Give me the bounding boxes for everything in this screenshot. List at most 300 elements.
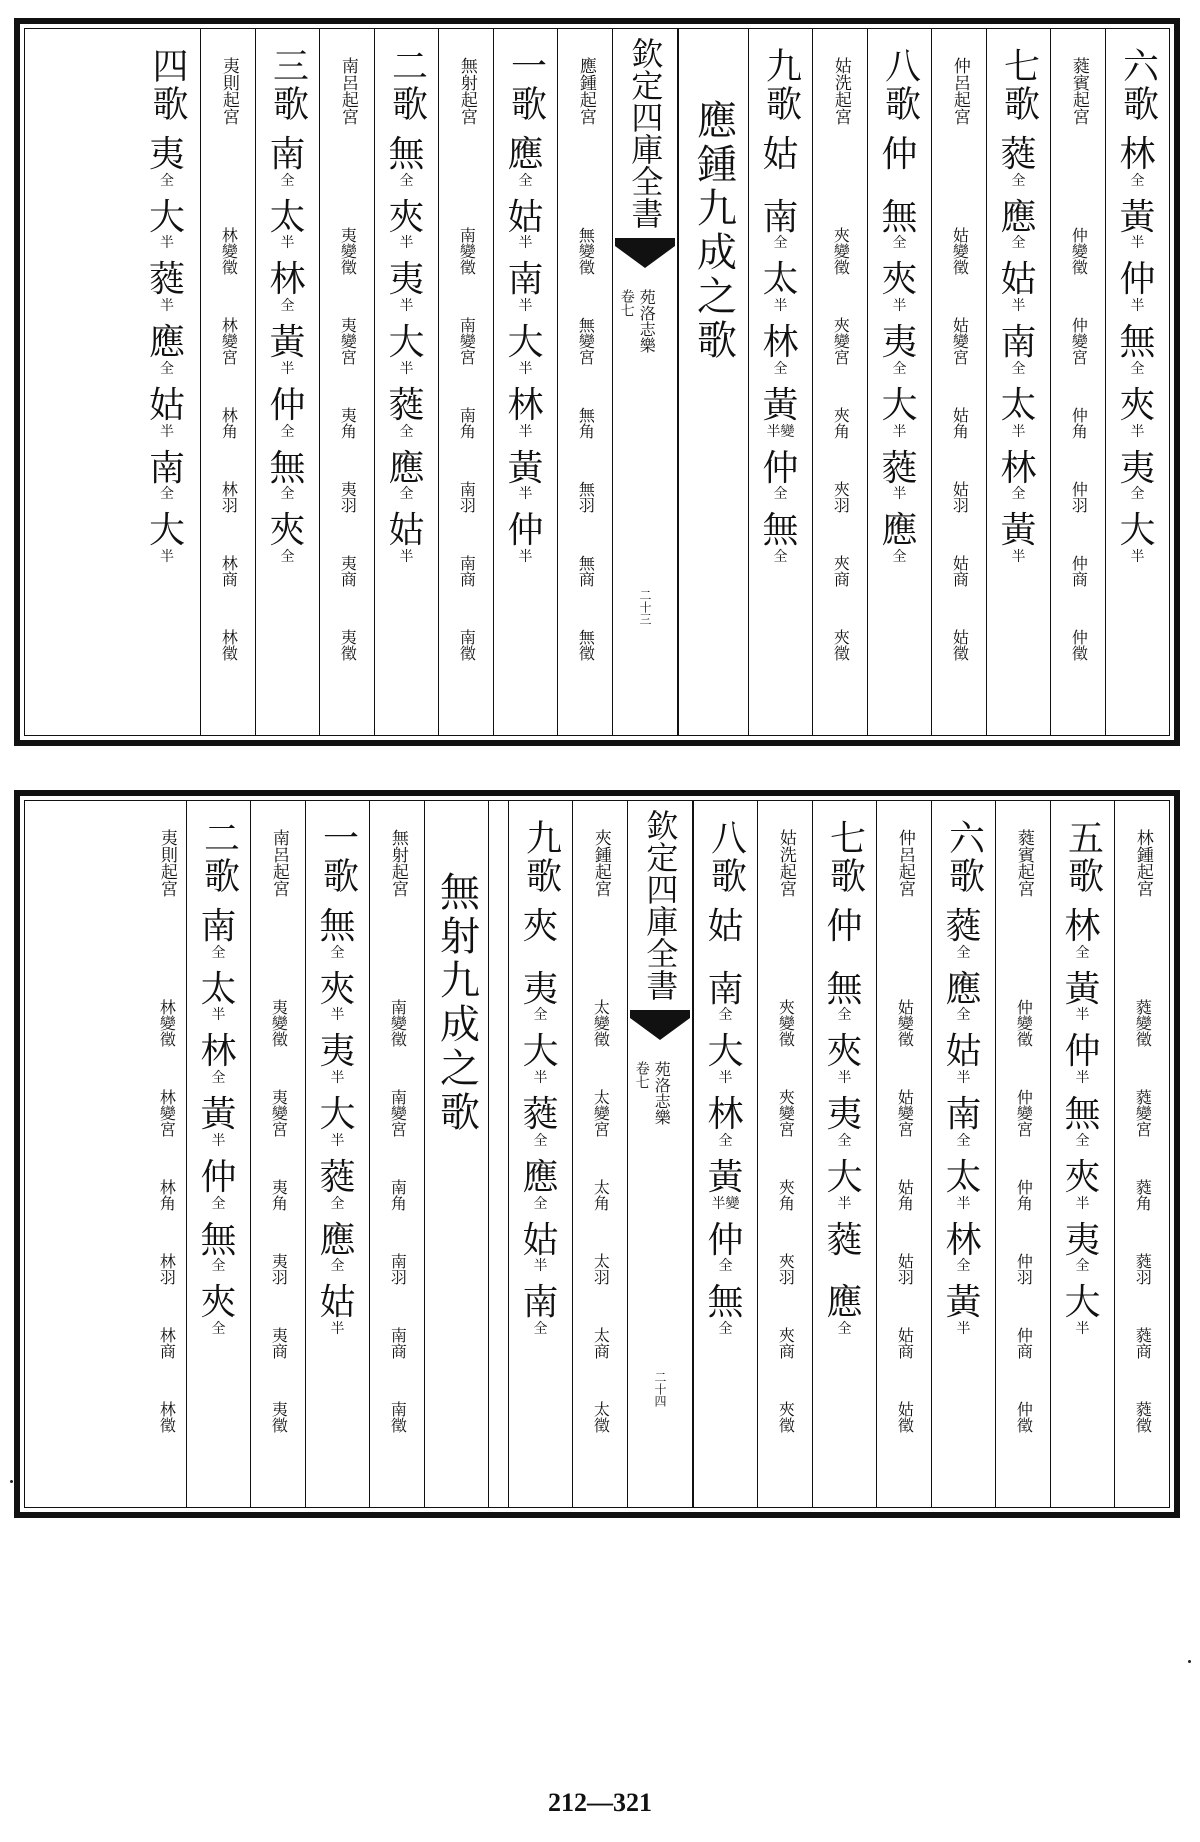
- mode-note: 林徵: [219, 629, 239, 661]
- pitch-note: 姑: [522, 1219, 559, 1261]
- mode-column: [1069, 57, 1087, 735]
- pitch-duration: 全: [837, 1007, 852, 1024]
- mode-note: 南變徵: [388, 999, 408, 1047]
- mode-note: 蕤商: [1133, 1327, 1153, 1359]
- mode-note: 南商: [457, 555, 477, 587]
- section-title: 應鍾九成之歌: [690, 99, 737, 363]
- pitch-duration: 全: [280, 549, 295, 566]
- pitch-duration: 全: [533, 1195, 548, 1212]
- pitch-note: 大: [1119, 510, 1156, 552]
- pitch-note: 夾: [200, 1282, 237, 1324]
- pitch-note: 應: [148, 322, 185, 364]
- mode-note: 蕤徵: [1133, 1401, 1153, 1433]
- mode-note: 夾徵: [776, 1401, 796, 1433]
- mode-note: 仲角: [1069, 407, 1089, 439]
- pitch-note: 姑: [388, 510, 425, 552]
- mode-note: 夾羽: [831, 481, 851, 513]
- pitch-note: 無: [707, 1282, 744, 1324]
- text-column: [876, 801, 931, 1507]
- pitch-duration: 全: [956, 944, 971, 961]
- mode-column: [269, 829, 287, 1507]
- pitch-duration: 全: [718, 1258, 733, 1275]
- pitch-duration: 全: [280, 423, 295, 440]
- mode-note: 夾角: [831, 407, 851, 439]
- mode-note: 姑羽: [895, 1253, 915, 1285]
- text-column: [250, 801, 305, 1507]
- mode-note: 南角: [457, 407, 477, 439]
- pitch-note: 南: [522, 1282, 559, 1324]
- text-column: [1050, 801, 1114, 1507]
- mode-note: 仲徵: [1069, 629, 1089, 661]
- pitch-duration: [842, 946, 846, 960]
- text-column: [305, 801, 369, 1507]
- pitch-note: 黃: [762, 384, 799, 426]
- mode-note: 林羽: [157, 1253, 177, 1285]
- pitch-note: 仲: [1119, 259, 1156, 301]
- mode-note: 姑變宮: [950, 317, 970, 365]
- song-column: [317, 819, 359, 1507]
- pitch-note: 姑: [1000, 259, 1037, 301]
- pitch-duration: 半: [280, 235, 295, 252]
- mode-note: 夷羽: [338, 481, 358, 513]
- song-column: [520, 819, 562, 1507]
- mode-note: 夾變宮: [776, 1089, 796, 1137]
- pitch-note: 仲: [269, 384, 306, 426]
- pitch-duration: 全: [399, 172, 414, 189]
- mode-start-label: 夾鍾起宮: [590, 829, 611, 897]
- pitch-duration: 半: [1011, 549, 1026, 566]
- pitch-note: 黃: [945, 1282, 982, 1324]
- folio-number: 二十四: [653, 1371, 667, 1407]
- song-number-label: 七歌: [998, 47, 1040, 123]
- song-number-label: 四歌: [146, 47, 188, 123]
- pitch-duration: 全: [211, 1195, 226, 1212]
- mode-note: 太徵: [591, 1401, 611, 1433]
- mode-note: 林羽: [219, 481, 239, 513]
- fish-tail-mark-icon: [628, 1006, 692, 1046]
- mode-start-label: 夷則起宮: [218, 57, 239, 125]
- pitch-duration: 全: [1075, 1258, 1090, 1275]
- mode-note: 姑商: [895, 1327, 915, 1359]
- text-column: [812, 801, 876, 1507]
- pitch-note: 太: [200, 968, 237, 1010]
- mode-note: 南變宮: [388, 1089, 408, 1137]
- mode-note: 仲變宮: [1014, 1089, 1034, 1137]
- mode-start-label: 林鍾起宮: [1132, 829, 1153, 897]
- pitch-duration: 半: [330, 1070, 345, 1087]
- pitch-note: 黃: [707, 1156, 744, 1198]
- pitch-note: 夷: [1064, 1219, 1101, 1261]
- pitch-duration: 全: [718, 1321, 733, 1338]
- pitch-duration: 全: [159, 360, 174, 377]
- song-number-label: 二歌: [386, 47, 428, 123]
- mode-column: [388, 829, 406, 1507]
- mode-note: 太角: [591, 1179, 611, 1211]
- pitch-note: 大: [507, 322, 544, 364]
- pitch-duration: [778, 174, 782, 188]
- pitch-duration: 半: [956, 1195, 971, 1212]
- pitch-duration: 全: [892, 235, 907, 252]
- mode-start-label: 無射起宮: [387, 829, 408, 897]
- mode-start-label: 無射起宮: [456, 57, 477, 125]
- song-number-label: 六歌: [1117, 47, 1159, 123]
- pitch-note: 無: [200, 1219, 237, 1261]
- mode-note: 姑變宮: [895, 1089, 915, 1137]
- text-column: [557, 29, 612, 735]
- pitch-duration: 半變: [711, 1195, 740, 1212]
- mode-note: 林商: [219, 555, 239, 587]
- pitch-duration: 半: [837, 1195, 852, 1212]
- pitch-note: 蕤: [522, 1094, 559, 1136]
- mode-note: 蕤羽: [1133, 1253, 1153, 1285]
- pitch-duration: 半: [837, 1070, 852, 1087]
- mode-note: 林徵: [157, 1401, 177, 1433]
- mode-column: [219, 57, 237, 735]
- song-column: [146, 47, 188, 735]
- mode-note: 姑徵: [950, 629, 970, 661]
- text-column: [508, 801, 572, 1507]
- text-column: [493, 29, 557, 735]
- pitch-duration: 半: [1011, 423, 1026, 440]
- text-column: [693, 801, 757, 1507]
- pitch-note: 大: [319, 1094, 356, 1136]
- mode-note: 林變徵: [157, 999, 177, 1047]
- song-column: [505, 47, 547, 735]
- pitch-note: 大: [148, 510, 185, 552]
- mode-column: [895, 829, 913, 1507]
- pitch-duration: 全: [837, 1132, 852, 1149]
- pitch-duration: 全: [159, 486, 174, 503]
- pitch-duration: 半: [773, 298, 788, 315]
- mode-column: [457, 57, 475, 735]
- pitch-note: 無: [826, 968, 863, 1010]
- pitch-duration: 全: [892, 360, 907, 377]
- pitch-note: 仲: [707, 1219, 744, 1261]
- pitch-duration: 半: [518, 486, 533, 503]
- pitch-duration: 全: [1075, 944, 1090, 961]
- pitch-duration: 半: [892, 423, 907, 440]
- pitch-note: 太: [269, 196, 306, 238]
- pitch-note: 林: [269, 259, 306, 301]
- mode-note: 太商: [591, 1327, 611, 1359]
- mode-note: 太羽: [591, 1253, 611, 1285]
- pitch-duration: 全: [1130, 172, 1145, 189]
- pitch-note: 蕤: [881, 447, 918, 489]
- mode-start-label: 仲呂起宮: [894, 829, 915, 897]
- pitch-duration: 半: [159, 423, 174, 440]
- mode-note: 仲徵: [1014, 1401, 1034, 1433]
- pitch-note: 林: [1064, 906, 1101, 947]
- pitch-duration: 全: [211, 1321, 226, 1338]
- mode-note: 夾變徵: [831, 227, 851, 275]
- mode-note: 南徵: [457, 629, 477, 661]
- pitch-note: 太: [762, 259, 799, 301]
- mode-note: 林商: [157, 1327, 177, 1359]
- pitch-note: 無: [762, 510, 799, 552]
- text-column: [931, 801, 995, 1507]
- mode-note: 夷變宮: [269, 1089, 289, 1137]
- volume-label: 卷七: [633, 1061, 650, 1089]
- song-column: [1117, 47, 1159, 735]
- song-column: [879, 47, 921, 735]
- mode-start-label: 南呂起宮: [337, 57, 358, 125]
- pitch-note: 太: [945, 1156, 982, 1198]
- pitch-note: 蕤: [148, 259, 185, 301]
- pitch-note: 夾: [388, 196, 425, 238]
- text-column: [748, 29, 812, 735]
- pitch-note: 應: [1000, 196, 1037, 238]
- text-column: [757, 801, 812, 1507]
- pitch-note: 夷: [319, 1031, 356, 1073]
- text-column: [438, 29, 493, 735]
- mode-column: [338, 57, 356, 735]
- mode-note: 夷角: [338, 407, 358, 439]
- mode-start-label: 仲呂起宮: [949, 57, 970, 125]
- pitch-note: 南: [945, 1094, 982, 1136]
- mode-note: 仲羽: [1014, 1253, 1034, 1285]
- pitch-note: 林: [1000, 447, 1037, 489]
- text-column: [812, 29, 867, 735]
- pitch-note: 夷: [388, 259, 425, 301]
- mode-note: 南變徵: [457, 227, 477, 275]
- text-column: [572, 801, 627, 1507]
- song-number-label: 一歌: [317, 819, 359, 895]
- pitch-duration: 半: [211, 1132, 226, 1149]
- text-column: [369, 801, 424, 1507]
- pitch-note: 姑: [762, 134, 799, 175]
- mode-note: 仲變徵: [1069, 227, 1089, 275]
- mode-note: 蕤角: [1133, 1179, 1153, 1211]
- song-column: [824, 819, 866, 1507]
- pitch-note: 仲: [762, 447, 799, 489]
- pitch-duration: 全: [773, 360, 788, 377]
- book-title: 欽定四庫全書: [626, 37, 665, 229]
- section-label: 苑洛志樂: [652, 1061, 672, 1125]
- pitch-note: 夾: [826, 1031, 863, 1073]
- song-column: [198, 819, 240, 1507]
- mode-note: 南徵: [388, 1401, 408, 1433]
- mode-note: 仲羽: [1069, 481, 1089, 513]
- pitch-note: 夾: [1064, 1156, 1101, 1198]
- mode-column: [1133, 829, 1151, 1507]
- text-column: [1114, 801, 1169, 1507]
- song-number-label: 九歌: [760, 47, 802, 123]
- pitch-note: 姑: [148, 384, 185, 426]
- text-column: [200, 29, 255, 735]
- pitch-note: 夾: [522, 906, 559, 947]
- pitch-note: 南: [148, 447, 185, 489]
- pitch-note: 林: [762, 322, 799, 364]
- pitch-duration: 全: [1130, 486, 1145, 503]
- pitch-duration: 半: [1130, 235, 1145, 252]
- text-column: [678, 29, 748, 735]
- pitch-duration: 全: [1130, 360, 1145, 377]
- pitch-duration: 全: [533, 1321, 548, 1338]
- pitch-duration: 半: [718, 1070, 733, 1087]
- pitch-note: 夾: [1119, 384, 1156, 426]
- pitch-duration: 半: [1075, 1007, 1090, 1024]
- pitch-note: 南: [762, 196, 799, 238]
- center-fold-column: [627, 801, 693, 1507]
- mode-note: 夾商: [831, 555, 851, 587]
- mode-note: 夷角: [269, 1179, 289, 1211]
- pitch-duration: [897, 174, 901, 188]
- pitch-duration: 半: [892, 298, 907, 315]
- mode-start-label: 應鍾起宮: [575, 57, 596, 125]
- pitch-duration: 全: [211, 1070, 226, 1087]
- mode-note: 林角: [219, 407, 239, 439]
- pitch-duration: 全: [718, 1132, 733, 1149]
- pitch-duration: 半變: [766, 423, 795, 440]
- pitch-duration: 半: [1011, 298, 1026, 315]
- mode-note: 林角: [157, 1179, 177, 1211]
- pitch-note: 南: [200, 906, 237, 947]
- center-fold-column: [612, 29, 678, 735]
- pitch-duration: 全: [211, 944, 226, 961]
- mode-note: 無商: [576, 555, 596, 587]
- pitch-note: 仲: [826, 906, 863, 947]
- song-column: [267, 47, 309, 735]
- pitch-duration: 半: [159, 235, 174, 252]
- song-number-label: 六歌: [943, 819, 985, 895]
- book-title: 欽定四庫全書: [641, 809, 680, 1001]
- song-number-label: 五歌: [1062, 819, 1104, 895]
- pitch-note: 黃: [200, 1094, 237, 1136]
- mode-start-label: 夷則起宮: [156, 829, 177, 897]
- mode-note: 夾角: [776, 1179, 796, 1211]
- mode-note: 夾變宮: [831, 317, 851, 365]
- text-column: [1105, 29, 1169, 735]
- pitch-duration: 半: [1075, 1070, 1090, 1087]
- pitch-duration: 半: [330, 1132, 345, 1149]
- bottom-page-columns: [24, 800, 1170, 1508]
- mode-note: 林變宮: [157, 1089, 177, 1137]
- mode-note: 無徵: [576, 629, 596, 661]
- volume-label: 卷七: [618, 289, 635, 317]
- mode-note: 夾變徵: [776, 999, 796, 1047]
- pitch-duration: 半: [1075, 1195, 1090, 1212]
- pitch-note: 夷: [522, 968, 559, 1010]
- pitch-note: 姑: [319, 1282, 356, 1324]
- mode-note: 姑角: [950, 407, 970, 439]
- mode-note: 夷徵: [338, 629, 358, 661]
- pitch-duration: 全: [1011, 486, 1026, 503]
- mode-column: [576, 57, 594, 735]
- pitch-duration: 半: [956, 1070, 971, 1087]
- pitch-note: 蕤: [319, 1156, 356, 1198]
- mode-column: [1014, 829, 1032, 1507]
- pitch-note: 夷: [1119, 447, 1156, 489]
- pitch-duration: 半: [1130, 298, 1145, 315]
- pitch-duration: 全: [533, 1007, 548, 1024]
- mode-note: 夾羽: [776, 1253, 796, 1285]
- pitch-note: 蕤: [945, 906, 982, 947]
- pitch-note: 大: [388, 322, 425, 364]
- pitch-note: 林: [507, 384, 544, 426]
- pitch-duration: 全: [773, 549, 788, 566]
- mode-note: 南商: [388, 1327, 408, 1359]
- mode-note: 無角: [576, 407, 596, 439]
- text-column: [867, 29, 931, 735]
- mode-note: 夷商: [338, 555, 358, 587]
- mode-note: 仲變宮: [1069, 317, 1089, 365]
- pitch-note: 蕤: [1000, 134, 1037, 175]
- mode-note: 夾徵: [831, 629, 851, 661]
- pitch-duration: 半: [518, 360, 533, 377]
- pitch-note: 姑: [945, 1031, 982, 1073]
- pitch-note: 無: [1064, 1094, 1101, 1136]
- pitch-note: 黃: [1000, 510, 1037, 552]
- mode-note: 林變徵: [219, 227, 239, 275]
- text-column: [986, 29, 1050, 735]
- pitch-note: 蕤: [388, 384, 425, 426]
- pitch-note: 仲: [507, 510, 544, 552]
- pitch-duration: 全: [718, 1007, 733, 1024]
- pitch-duration: 全: [1011, 172, 1026, 189]
- pitch-note: 夾: [881, 259, 918, 301]
- pitch-note: 大: [881, 384, 918, 426]
- text-column: [255, 29, 319, 735]
- mode-note: 夷徵: [269, 1401, 289, 1433]
- mode-note: 南羽: [457, 481, 477, 513]
- text-column: [319, 29, 374, 735]
- pitch-note: 應: [881, 510, 918, 552]
- pitch-note: 無: [269, 447, 306, 489]
- pitch-note: 南: [1000, 322, 1037, 364]
- pitch-duration: 全: [280, 298, 295, 315]
- pitch-duration: 全: [159, 172, 174, 189]
- pitch-note: 大: [707, 1031, 744, 1073]
- pitch-duration: 半: [518, 235, 533, 252]
- song-number-label: 一歌: [505, 47, 547, 123]
- mode-note: 無羽: [576, 481, 596, 513]
- pitch-duration: 全: [280, 172, 295, 189]
- mode-note: 仲商: [1014, 1327, 1034, 1359]
- pitch-note: 無: [881, 196, 918, 238]
- pitch-note: 太: [1000, 384, 1037, 426]
- pitch-duration: 半: [1075, 1321, 1090, 1338]
- pitch-duration: 半: [1130, 549, 1145, 566]
- mode-note: 仲角: [1014, 1179, 1034, 1211]
- pitch-note: 大: [148, 196, 185, 238]
- pitch-duration: 半: [280, 360, 295, 377]
- pitch-note: 林: [200, 1031, 237, 1073]
- paper-speck: [1188, 1660, 1191, 1663]
- bottom-page: [14, 790, 1180, 1518]
- mode-start-label: 蕤賓起宮: [1013, 829, 1034, 897]
- pitch-duration: 半: [1130, 423, 1145, 440]
- pitch-note: 應: [388, 447, 425, 489]
- song-column: [705, 819, 747, 1507]
- pitch-duration: 半: [956, 1321, 971, 1338]
- pitch-duration: 全: [773, 486, 788, 503]
- mode-note: 姑羽: [950, 481, 970, 513]
- pitch-note: 無: [388, 134, 425, 175]
- pitch-note: 黃: [1119, 196, 1156, 238]
- mode-start-label: 姑洗起宮: [775, 829, 796, 897]
- mode-note: 姑徵: [895, 1401, 915, 1433]
- pitch-duration: 半: [518, 423, 533, 440]
- song-column: [998, 47, 1040, 735]
- mode-note: 無變徵: [576, 227, 596, 275]
- pitch-note: 應: [522, 1156, 559, 1198]
- folio-number: 二十三: [638, 589, 652, 625]
- pitch-note: 黃: [507, 447, 544, 489]
- pitch-note: 大: [1064, 1282, 1101, 1324]
- top-page-columns: [24, 28, 1170, 736]
- pitch-duration: 全: [892, 549, 907, 566]
- pitch-duration: 半: [159, 298, 174, 315]
